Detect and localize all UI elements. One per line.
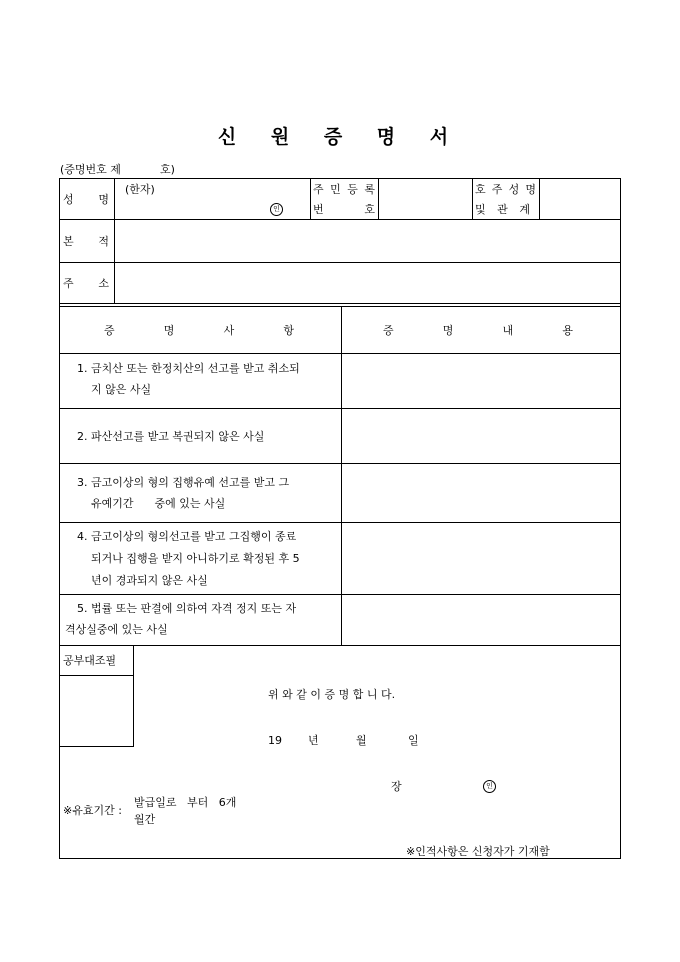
name-label: 성 명 xyxy=(63,193,109,206)
item-2 xyxy=(77,426,264,447)
ledger-check-label: 공부대조필 xyxy=(63,654,117,667)
col-header-certified-contents: 증 명 내 용 xyxy=(383,324,573,337)
household-head-input-cell[interactable] xyxy=(540,179,620,219)
item-5-line-1: 5. 법률 또는 판결에 의하여 자격 정지 또는 자 xyxy=(77,602,297,615)
name-input-cell[interactable] xyxy=(115,179,310,219)
item-4-line-3: 년이 경과되지 않은 사실 xyxy=(91,574,208,587)
item-3 xyxy=(77,472,289,514)
rrn-label-1: 주 민 등 록 xyxy=(313,183,375,196)
address-input-cell[interactable] xyxy=(115,263,620,303)
item-2-content-cell[interactable] xyxy=(342,409,620,463)
item-5-content-cell[interactable] xyxy=(342,595,620,645)
applicant-note: ※인적사항은 신청자가 기재함 xyxy=(406,845,550,858)
date-year-prefix: 19 xyxy=(268,734,282,747)
rrn-input-cell[interactable] xyxy=(379,179,472,219)
item-2-line-1: 2. 파산선고를 받고 복권되지 않은 사실 xyxy=(77,430,265,443)
col-header-certified-items: 증 명 사 항 xyxy=(104,324,294,337)
chief-seal-mark: 인 xyxy=(483,780,496,793)
item-5 xyxy=(65,598,297,640)
item-3-line-1: 3. 금고이상의 형의 집행유예 선고를 받고 그 xyxy=(77,476,290,489)
household-head-label-1: 호 주 성 명 xyxy=(475,183,536,196)
date-month-label: 월 xyxy=(356,734,367,747)
hanja-label: (한자) xyxy=(125,183,155,196)
certify-statement: 위 와 같 이 증 명 합 니 다. xyxy=(268,688,396,701)
domicile-label: 본 적 xyxy=(63,235,109,248)
item-1 xyxy=(77,358,300,400)
cert-no-suffix: 호) xyxy=(160,163,175,176)
date-year-label: 년 xyxy=(308,734,319,747)
validity-label: ※유효기간 : xyxy=(63,804,122,817)
item-4-line-2: 되거나 집행을 받지 아니하기로 확정된 후 5 xyxy=(91,552,300,565)
address-label: 주 소 xyxy=(63,277,109,290)
item-4 xyxy=(77,526,300,592)
validity-value-line-1: 발급일로 부터 6개 xyxy=(134,796,237,809)
rrn-label-2: 번 호 xyxy=(313,203,375,216)
validity-value-line-2: 월간 xyxy=(134,813,156,826)
name-seal-mark: 인 xyxy=(270,203,283,216)
item-1-content-cell[interactable] xyxy=(342,354,620,408)
cert-no-prefix: (증명번호 제 xyxy=(60,163,121,176)
item-4-line-1: 4. 금고이상의 형의선고를 받고 그집행이 종료 xyxy=(77,530,297,543)
ledger-check-box[interactable] xyxy=(60,676,133,746)
date-day-label: 일 xyxy=(408,734,419,747)
household-head-label-2: 및 관 계 xyxy=(475,203,530,216)
item-3-content-cell[interactable] xyxy=(342,464,620,522)
chief-label: 장 xyxy=(391,780,402,793)
item-3-line-2: 유예기간 중에 있는 사실 xyxy=(91,497,226,510)
item-5-line-2: 격상실중에 있는 사실 xyxy=(65,623,168,636)
item-1-line-2: 지 않은 사실 xyxy=(91,383,152,396)
item-1-line-1: 1. 금치산 또는 한정치산의 선고를 받고 취소되 xyxy=(77,362,300,375)
item-4-content-cell[interactable] xyxy=(342,523,620,594)
document-title: 신 원 증 명 서 xyxy=(217,126,463,148)
validity-value xyxy=(134,794,236,828)
domicile-input-cell[interactable] xyxy=(115,220,620,262)
